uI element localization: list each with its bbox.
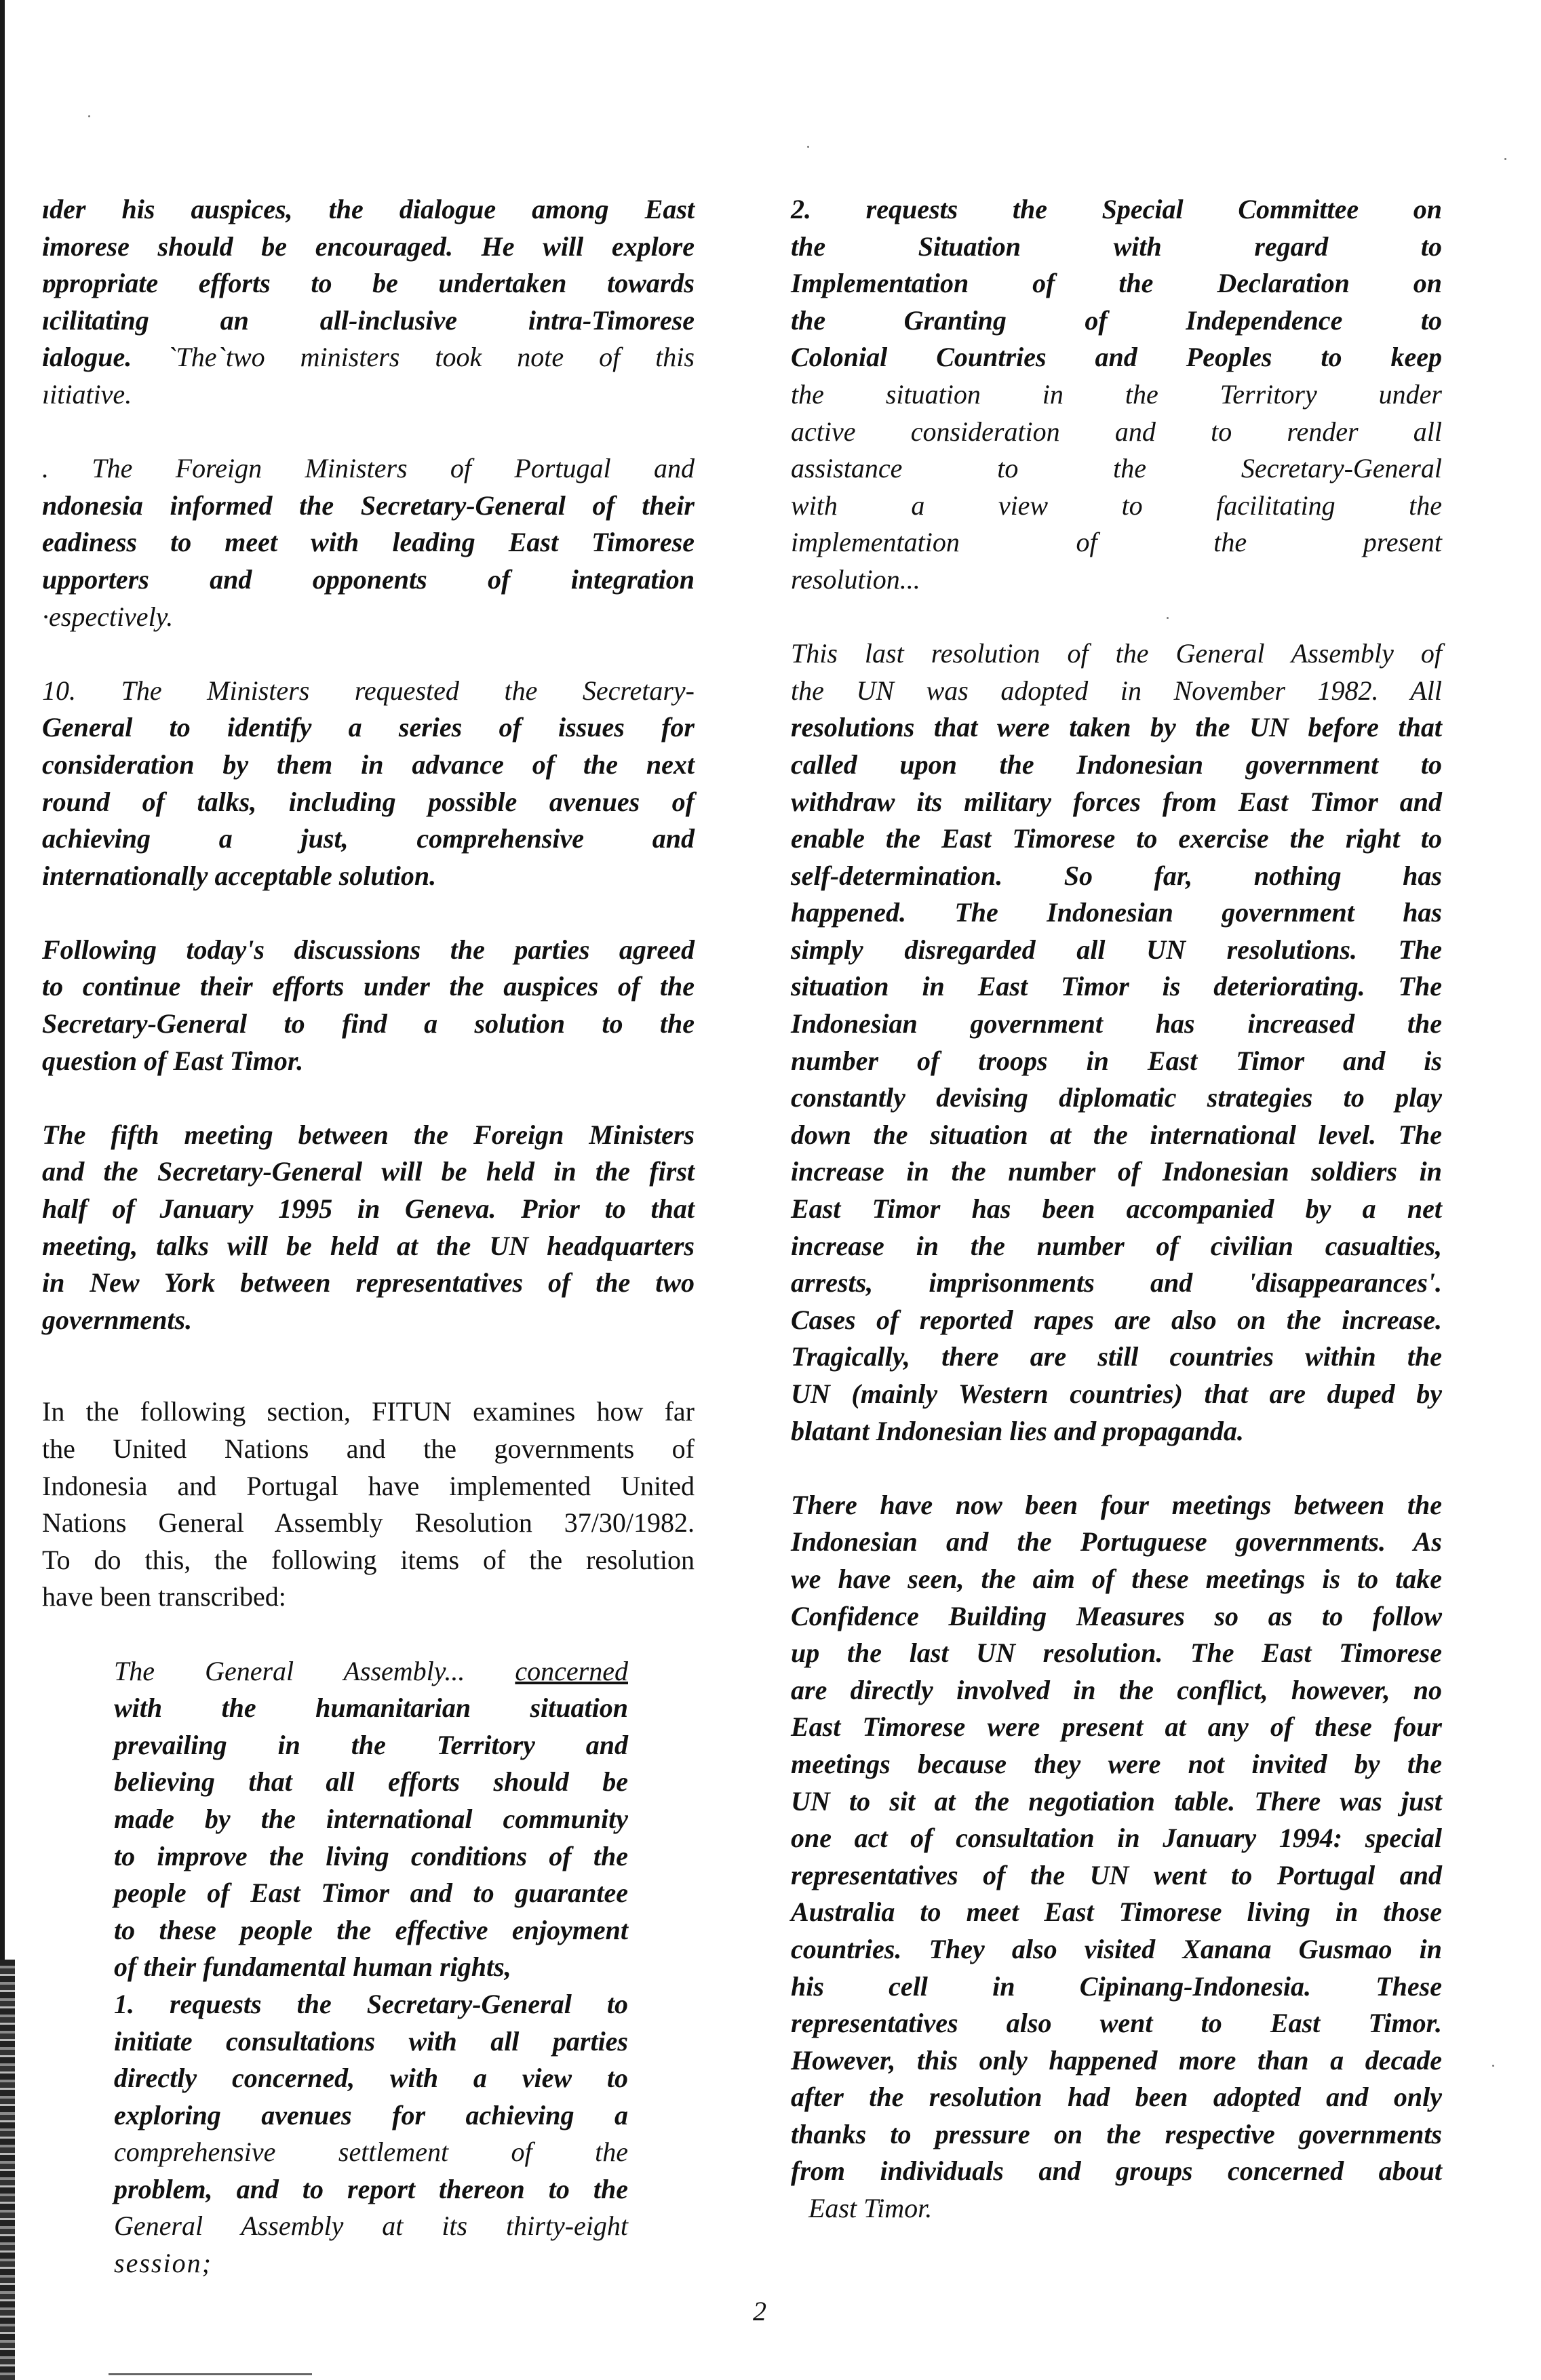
text-line: 2. requests the Special Committee on [791, 194, 1442, 224]
left-column [42, 191, 695, 2282]
text-line: meetings because they were not invited by the [791, 1748, 1442, 1779]
text-line: the UN was adopted in November 1982. All [791, 675, 1442, 706]
text-line: To do this, the following items of the resolution [42, 1544, 695, 1575]
paragraph-last-resolution [791, 635, 1442, 1450]
text-line: 1. requests the Secretary-General to [114, 1988, 628, 2019]
text-line: imorese should be encouraged. He will explore [42, 231, 695, 262]
resolution-item-2 [791, 191, 1442, 599]
text-line: problem, and to report thereon to the [114, 2173, 628, 2204]
text-line: ıitiative. [42, 378, 132, 410]
text-line: round of talks, including possible avenues of [42, 786, 695, 817]
text-line: prevailing in the Territory and [114, 1729, 628, 1760]
text-line: the Situation with regard to [791, 231, 1442, 262]
text-line: consideration by them in advance of the next [42, 749, 695, 780]
text-line: Implementation of the Declaration on [791, 268, 1442, 299]
text-line: the Granting of Independence to [791, 304, 1442, 336]
text-line: resolution... [791, 563, 920, 595]
text-line: one act of consultation in January 1994: special [791, 1823, 1442, 1854]
text-line: meeting, talks will be held at the UN headquarters [42, 1230, 695, 1261]
text-line: Cases of reported rapes are also on the increase. [791, 1304, 1442, 1335]
text-line: in New York between representatives of the two [42, 1267, 695, 1298]
text-line [114, 1653, 628, 1690]
text-line: exploring avenues for achieving a [114, 2099, 628, 2130]
text-line: after the resolution had been adopted and only [791, 2082, 1442, 2113]
text-line: active consideration and to render all [791, 416, 1442, 447]
text-line: representatives of the UN went to Portugal and [791, 1859, 1442, 1890]
text-line: implementation of the present [791, 527, 1442, 558]
text-line: ıder his auspices, the dialogue among East [42, 194, 695, 224]
text-line: 10. The Ministers requested the Secretary- [42, 675, 695, 706]
text-line: to improve the living conditions of the [114, 1840, 628, 1871]
text-line: eadiness to meet with leading East Timorese [42, 527, 695, 558]
text-line: the United Nations and the governments of [42, 1433, 695, 1464]
page-number: 2 [753, 2296, 766, 2326]
text-line: to these people the effective enjoyment [114, 1914, 628, 1945]
text-line: half of January 1995 in Geneva. Prior to that [42, 1193, 695, 1225]
text-line: achieving a just, comprehensive and [42, 823, 695, 854]
text-line: However, this only happened more than a decade [791, 2044, 1442, 2076]
text-line: Australia to meet East Timorese living in those [791, 1897, 1442, 1928]
paragraph-four-meetings [791, 1487, 1442, 2227]
paragraph-ministers-requested [42, 673, 695, 895]
text-line: constantly devising diplomatic strategies to play [791, 1082, 1442, 1113]
text-line: the situation in the Territory under [791, 378, 1442, 410]
text-line: from individuals and groups concerned about [791, 2156, 1442, 2187]
text-span: ialogue. [42, 342, 132, 373]
text-line: directly concerned, with a view to [114, 2063, 628, 2094]
text-line: Indonesian and the Portuguese governments. As [791, 1526, 1442, 1558]
text-line: situation in East Timor is deteriorating. The [791, 971, 1442, 1002]
text-line: UN to sit at the negotiation table. There was just [791, 1785, 1442, 1817]
text-line: ·espectively. [42, 601, 174, 632]
text-line: Following today's discussions the parties agreed [42, 934, 695, 965]
text-line: governments. [42, 1304, 193, 1335]
text-line: This last resolution of the General Assembly of [791, 638, 1442, 669]
text-line: resolutions that were taken by the UN before that [791, 712, 1442, 743]
text-line: The fifth meeting between the Foreign Ministers [42, 1119, 695, 1150]
paragraph-foreign-ministers [42, 450, 695, 635]
paragraph-dialogue [42, 191, 695, 414]
scan-speck [1504, 158, 1506, 160]
text-line: believing that all efforts should be [114, 1766, 628, 1798]
paragraph-fitun-intro [42, 1393, 695, 1616]
text-line: thanks to pressure on the respective governments [791, 2118, 1442, 2149]
text-line: countries. They also visited Xanana Gusmao in [791, 1933, 1442, 1964]
text-line: blatant Indonesian lies and propaganda. [791, 1415, 1244, 1446]
text-line: ndonesia informed the Secretary-General of their [42, 490, 695, 521]
text-span: `The`two ministers took note of this [132, 342, 695, 373]
text-line: arrests, imprisonments and 'disappearances'. [791, 1267, 1442, 1298]
text-line: ɒpropriate efforts to be undertaken towards [42, 268, 695, 299]
text-line: Colonial Countries and Peoples to keep [791, 342, 1442, 373]
text-line: enable the East Timorese to exercise the right to [791, 823, 1442, 854]
text-line: we have seen, the aim of these meetings is to take [791, 1563, 1442, 1594]
text-line: have been transcribed: [42, 1581, 286, 1612]
text-line: with the humanitarian situation [114, 1692, 628, 1724]
text-line: self-determination. So far, nothing has [791, 860, 1442, 891]
text-span: The General Assembly... [114, 1655, 515, 1686]
underlined-text: concerned [515, 1655, 628, 1686]
text-line: . The Foreign Ministers of Portugal and [42, 453, 695, 484]
right-column [791, 191, 1442, 2227]
scan-speck [88, 115, 90, 117]
text-line: called upon the Indonesian government to [791, 749, 1442, 780]
text-line: withdraw its military forces from East Timor and [791, 786, 1442, 817]
text-line: up the last UN resolution. The East Timorese [791, 1638, 1442, 1669]
text-line: upporters and opponents of integration [42, 563, 695, 595]
text-line: simply disregarded all UN resolutions. The [791, 934, 1442, 965]
text-line: and the Secretary-General will be held in the first [42, 1156, 695, 1187]
text-line: ıcilitating an all-inclusive intra-Timorese [42, 304, 695, 336]
text-line: number of troops in East Timor and is [791, 1045, 1442, 1076]
text-line: Secretary-General to find a solution to the [42, 1008, 695, 1039]
paragraph-fifth-meeting [42, 1117, 695, 1339]
scan-speck [807, 146, 809, 148]
text-line: with a view to facilitating the [791, 490, 1442, 521]
text-line: assistance to the Secretary-General [791, 453, 1442, 484]
text-line: happened. The Indonesian government has [791, 897, 1442, 928]
text-line: to continue their efforts under the auspices of the [42, 971, 695, 1002]
text-line: of their fundamental human rights, [114, 1951, 511, 1983]
text-line: internationally acceptable solution. [42, 860, 437, 891]
footer-rule [109, 2373, 312, 2375]
text-line: Indonesia and Portugal have implemented United [42, 1470, 695, 1501]
text-line: Indonesian government has increased the [791, 1008, 1442, 1039]
text-line: General to identify a series of issues for [42, 712, 695, 743]
text-line: Confidence Building Measures so as to follow [791, 1600, 1442, 1631]
text-line: East Timor. [808, 2193, 933, 2224]
scan-binding-strip [0, 1960, 15, 2380]
text-line: In the following section, FITUN examines how far [42, 1396, 695, 1427]
text-line [42, 339, 695, 376]
scan-speck [1492, 2065, 1494, 2067]
text-line: East Timor has been accompanied by a net [791, 1193, 1442, 1225]
text-line: East Timorese were present at any of these four [791, 1711, 1442, 1743]
text-line: UN (mainly Western countries) that are duped by [791, 1379, 1442, 1409]
text-line: Tragically, there are still countries within the [791, 1341, 1442, 1372]
text-line: his cell in Cipinang-Indonesia. These [791, 1970, 1442, 2002]
text-line: people of East Timor and to guarantee [114, 1878, 628, 1909]
text-line: increase in the number of Indonesian soldiers in [791, 1156, 1442, 1187]
paragraph-following-discussions [42, 932, 695, 1079]
text-line: initiate consultations with all parties [114, 2025, 628, 2057]
text-line: There have now been four meetings between the [791, 1489, 1442, 1520]
text-line: increase in the number of civilian casualties, [791, 1230, 1442, 1261]
text-line: session; [114, 2248, 212, 2279]
text-line: General Assembly at its thirty-eight [114, 2210, 628, 2242]
text-line: representatives also went to East Timor. [791, 2008, 1442, 2039]
text-line: Nations General Assembly Resolution 37/30/1982. [42, 1507, 695, 1539]
text-line: question of East Timor. [42, 1045, 304, 1076]
resolution-quote [114, 1653, 628, 2282]
text-line: made by the international community [114, 1803, 628, 1834]
text-line: comprehensive settlement of the [114, 2137, 628, 2168]
text-line: are directly involved in the conflict, however, no [791, 1674, 1442, 1705]
text-line: down the situation at the international level. The [791, 1119, 1442, 1150]
